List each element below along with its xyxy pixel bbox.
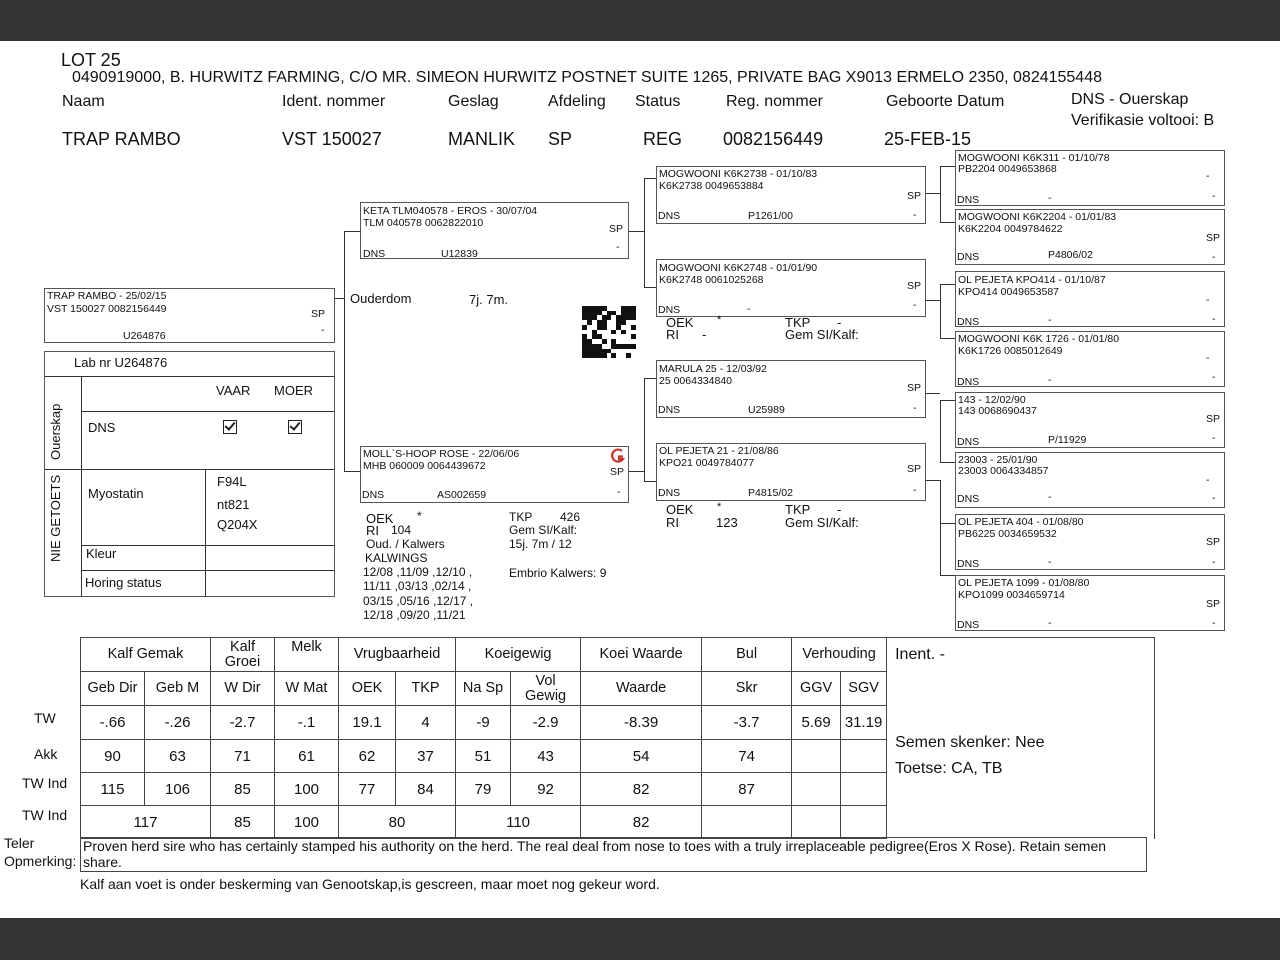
- dam-gem-label: Gem SI/Kalf:: [509, 523, 578, 537]
- tw-cell: -.1: [275, 706, 339, 740]
- gen3-code: -: [1048, 556, 1052, 568]
- gen2-code: -: [747, 303, 751, 315]
- gen2-gem-label: Gem SI/Kalf:: [785, 327, 859, 342]
- pedigree-box-gen2: [656, 259, 926, 317]
- tw-cell: -2.9: [511, 706, 581, 740]
- horing-label: Horing status: [85, 575, 162, 590]
- gen2-tkp-label: TKP: [785, 502, 811, 517]
- teler-label: Teler: [4, 835, 35, 851]
- twind2-cell: 85: [211, 806, 275, 839]
- tw-cell: 31.19: [841, 706, 887, 740]
- ouderdom-label: Ouderdom: [350, 291, 412, 306]
- connector: [926, 300, 940, 301]
- notes-cell: [887, 638, 1155, 839]
- connector: [644, 378, 645, 482]
- gen3-name: OL PEJETA 1099 - 01/08/80: [958, 577, 1090, 589]
- gen3-dns: DNS: [957, 558, 980, 570]
- gen3-dns: DNS: [957, 619, 980, 631]
- akk-cell: 54: [581, 740, 702, 773]
- gen3-code: -: [1048, 491, 1052, 503]
- pedigree-box-gen2: [656, 166, 926, 224]
- pedigree-box-gen3: [955, 514, 1225, 570]
- twind-cell: 77: [339, 773, 396, 806]
- pedigree-box-gen3: [955, 452, 1225, 508]
- header-geslag: Geslag: [448, 93, 499, 110]
- twind-cell: [792, 773, 841, 806]
- subject-code: U264876: [123, 330, 166, 342]
- akk-cell: [792, 740, 841, 773]
- ouderdom-value: 7j. 7m.: [469, 292, 509, 307]
- row-label-tw: TW: [34, 710, 56, 726]
- sub-header: Waarde: [581, 672, 702, 706]
- kalwing-line: 03/15 ,05/16 ,12/17 ,: [363, 594, 474, 608]
- sire-ids: TLM 040578 0062822010: [363, 217, 484, 229]
- subject-name: TRAP RAMBO - 25/02/15: [47, 290, 167, 302]
- gen3-dash: -: [1206, 170, 1210, 182]
- gen3-dash: -: [1206, 294, 1210, 306]
- vaar-label: VAAR: [216, 383, 251, 398]
- connector: [940, 166, 955, 167]
- gen3-name: 23003 - 25/01/90: [958, 454, 1038, 466]
- gen3-dash: -: [1212, 190, 1216, 202]
- qr-module: [631, 353, 636, 358]
- nie-getoets-label: NIE GETOETS: [48, 474, 63, 562]
- connector: [344, 471, 360, 472]
- remarks-box: [80, 837, 1147, 872]
- akk-cell: 90: [81, 740, 145, 773]
- footer-note: Kalf aan voet is onder beskerming van Genootskap,is gescreen, maar moet nog gekeur word.: [80, 876, 660, 892]
- twind2-cell: 80: [339, 806, 456, 839]
- subject-sp: SP: [311, 308, 326, 320]
- sub-header: Vol Gewig: [511, 672, 581, 706]
- gen3-sp: SP: [1206, 598, 1221, 610]
- akk-cell: 37: [396, 740, 456, 773]
- gen2-dash: -: [913, 484, 917, 496]
- gen2-ri-label: RI: [666, 327, 679, 342]
- vaar-checkbox: [223, 420, 237, 434]
- connector: [940, 575, 955, 576]
- dam-oek-label: OEK: [366, 511, 394, 526]
- gen3-dash: -: [1212, 251, 1216, 263]
- dam-dash: -: [617, 486, 621, 498]
- gen3-dash: -: [1212, 371, 1216, 383]
- gen3-ids: 23003 0064334857: [958, 465, 1049, 477]
- kalwing-line: 11/11 ,03/13 ,02/14 ,: [363, 579, 472, 593]
- pedigree-box-gen2: [656, 360, 926, 418]
- gen3-code: -: [1048, 617, 1052, 629]
- gen2-sp: SP: [907, 190, 922, 202]
- gen2-ri-value: 123: [716, 515, 738, 530]
- qr-code: [582, 306, 636, 358]
- tw-cell: -8.39: [581, 706, 702, 740]
- dam-tkp-label: TKP: [509, 510, 533, 524]
- connector: [644, 178, 645, 288]
- header-status: Status: [635, 93, 681, 110]
- animal-ident: VST 150027: [282, 129, 382, 149]
- gen3-code: -: [1048, 314, 1052, 326]
- divider: [81, 570, 334, 571]
- connector: [644, 178, 656, 179]
- divider: [81, 545, 334, 546]
- divider: [45, 376, 334, 377]
- tw-cell: -.66: [81, 706, 145, 740]
- akk-cell: 63: [145, 740, 211, 773]
- myostatin-value: F94L: [217, 474, 247, 489]
- gen3-dash: -: [1212, 492, 1216, 504]
- animal-afdeling: SP: [548, 129, 573, 149]
- twind-cell: [841, 773, 887, 806]
- gen3-dns: DNS: [957, 194, 980, 206]
- dam-code: AS002659: [437, 489, 487, 501]
- connector: [629, 231, 644, 232]
- header-verifikasie: Verifikasie voltooi: B: [1071, 112, 1215, 129]
- gen2-dns: DNS: [658, 404, 681, 416]
- connector: [940, 222, 955, 223]
- sire-box: [360, 202, 629, 259]
- gen2-oek-label: OEK: [666, 502, 694, 517]
- row-label-twind: TW Ind: [22, 807, 68, 823]
- twind2-cell: 82: [581, 806, 702, 839]
- twind-cell: 115: [81, 773, 145, 806]
- pedigree-box-gen3: [955, 150, 1225, 206]
- group-header: Bul: [702, 638, 792, 672]
- gen3-ids: PB6225 0034659532: [958, 528, 1057, 540]
- dns-label: DNS: [88, 420, 116, 435]
- row-label-twind: TW Ind: [22, 775, 68, 791]
- sire-sp: SP: [609, 223, 624, 235]
- gen2-name: OL PEJETA 21 - 21/08/86: [659, 445, 779, 457]
- animal-naam: TRAP RAMBO: [62, 129, 181, 149]
- gen2-ri-label: RI: [666, 515, 679, 530]
- gen3-ids: KPO1099 0034659714: [958, 589, 1065, 601]
- gen3-sp: SP: [1206, 232, 1221, 244]
- tw-cell: -3.7: [702, 706, 792, 740]
- gen2-dns: DNS: [658, 487, 681, 499]
- lot-number: LOT 25: [61, 50, 121, 70]
- dam-tkp-value: 426: [560, 510, 581, 524]
- gen3-ids: 143 0068690437: [958, 405, 1037, 417]
- lab-number: Lab nr U264876: [74, 355, 168, 370]
- dam-oud-label: Oud. / Kalwers: [366, 537, 445, 551]
- gen3-dash: -: [1212, 313, 1216, 325]
- header-geboorte: Geboorte Datum: [886, 93, 1005, 110]
- connector: [940, 523, 955, 524]
- connector: [940, 462, 955, 463]
- dam-name: MOLL`S-HOOP ROSE - 22/06/06: [363, 448, 520, 460]
- gen2-sp: SP: [907, 382, 922, 394]
- tw-cell: -9: [456, 706, 511, 740]
- akk-cell: 71: [211, 740, 275, 773]
- gen3-ids: K6K2204 0049784622: [958, 223, 1063, 235]
- gen3-code: P4806/02: [1048, 249, 1093, 261]
- akk-cell: [841, 740, 887, 773]
- gen2-code: U25989: [748, 404, 785, 416]
- myostatin-value: nt821: [217, 497, 250, 512]
- group-header: Verhouding: [792, 638, 887, 672]
- akk-cell: 61: [275, 740, 339, 773]
- divider: [81, 376, 82, 596]
- gen3-name: OL PEJETA 404 - 01/08/80: [958, 516, 1084, 528]
- breed-logo-icon: [610, 448, 626, 464]
- gen3-ids: K6K1726 0085012649: [958, 345, 1063, 357]
- gen2-ri-value: -: [702, 327, 707, 342]
- connector: [940, 284, 955, 285]
- twind2-cell: 110: [456, 806, 581, 839]
- divider: [45, 469, 334, 470]
- connector: [940, 284, 941, 339]
- gen2-gem-label: Gem SI/Kalf:: [785, 515, 859, 530]
- group-header: Koei Waarde: [581, 638, 702, 672]
- sire-name: KETA TLM040578 - EROS - 30/07/04: [363, 205, 538, 217]
- gen3-dash: -: [1212, 556, 1216, 568]
- gen2-ids: 25 0064334840: [659, 375, 732, 387]
- pedigree-box-gen3: [955, 392, 1225, 448]
- gen3-dns: DNS: [957, 316, 980, 328]
- gen3-dash: -: [1206, 352, 1210, 364]
- twind-cell: 84: [396, 773, 456, 806]
- connector: [644, 481, 656, 482]
- connector: [644, 287, 656, 288]
- connector: [926, 480, 940, 481]
- sire-code: U12839: [441, 248, 478, 260]
- divider: [81, 411, 334, 412]
- connector: [926, 393, 940, 394]
- sub-header: Geb M: [145, 672, 211, 706]
- header-dns: DNS - Ouerskap: [1071, 91, 1189, 108]
- akk-cell: 43: [511, 740, 581, 773]
- gen3-name: MOGWOONI K6K 1726 - 01/01/80: [958, 333, 1120, 345]
- sub-header: TKP: [396, 672, 456, 706]
- gen2-ids: KPO21 0049784077: [659, 457, 755, 469]
- gen3-name: MOGWOONI K6K311 - 01/10/78: [958, 152, 1110, 164]
- subject-box: [44, 288, 335, 343]
- tw-cell: 4: [396, 706, 456, 740]
- dam-oud-value: 15j. 7m / 12: [509, 537, 572, 551]
- connector: [940, 400, 955, 401]
- twind2-cell: 100: [275, 806, 339, 839]
- gen2-dash: -: [913, 402, 917, 414]
- dam-ri-value: 104: [391, 523, 412, 537]
- sub-header: Na Sp: [456, 672, 511, 706]
- tw-cell: -.26: [145, 706, 211, 740]
- sub-header: Skr: [702, 672, 792, 706]
- gen2-tkp-value: -: [837, 502, 842, 517]
- top-bar: [0, 0, 1280, 41]
- header-afdeling: Afdeling: [548, 93, 606, 110]
- inent-text: Inent. -: [895, 646, 945, 663]
- ebv-table: [80, 637, 1155, 839]
- dam-embrio: Embrio Kalwers: 9: [509, 566, 607, 580]
- owner-line: 0490919000, B. HURWITZ FARMING, C/O MR. SIMEON HURWITZ POSTNET SUITE 1265, PRIVATE BAG X9013 ERMELO 2350, 0824155448: [72, 69, 1102, 86]
- kalwing-line: 12/18 ,09/20 ,11/21: [363, 608, 466, 622]
- connector: [335, 298, 344, 299]
- akk-cell: 62: [339, 740, 396, 773]
- connector: [940, 400, 941, 463]
- animal-status: REG: [643, 129, 683, 149]
- gen2-dash: -: [913, 299, 917, 311]
- gen3-ids: PB2204 0049653868: [958, 163, 1057, 175]
- twind-cell: 100: [275, 773, 339, 806]
- myostatin-value: Q204X: [217, 517, 258, 532]
- tw-cell: 19.1: [339, 706, 396, 740]
- pedigree-box-gen3: [955, 575, 1225, 631]
- connector: [940, 166, 941, 223]
- group-header: Kalf Groei: [211, 638, 275, 672]
- sub-header: SGV: [841, 672, 887, 706]
- gen3-ids: KPO414 0049653587: [958, 286, 1060, 298]
- twind-cell: 87: [702, 773, 792, 806]
- animal-geslag: MANLIK: [448, 129, 516, 149]
- gen2-dns: DNS: [658, 210, 681, 222]
- gen2-dns: DNS: [658, 304, 681, 316]
- dam-ids: MHB 060009 0064439672: [363, 460, 486, 472]
- divider: [205, 469, 206, 596]
- gen3-name: MOGWOONI K6K2204 - 01/01/83: [958, 211, 1117, 223]
- gen2-name: MOGWOONI K6K2748 - 01/01/90: [659, 262, 818, 274]
- gen3-dns: DNS: [957, 436, 980, 448]
- dam-box: [360, 446, 629, 503]
- animal-geboorte: 25-FEB-15: [884, 129, 972, 149]
- animal-reg: 0082156449: [723, 129, 824, 149]
- kleur-label: Kleur: [86, 546, 117, 561]
- group-header: Kalf Gemak: [81, 638, 211, 672]
- tw-cell: 5.69: [792, 706, 841, 740]
- gen3-dash: -: [1212, 617, 1216, 629]
- kalwing-line: 12/08 ,11/09 ,12/10 ,: [363, 565, 473, 579]
- akk-cell: 51: [456, 740, 511, 773]
- sub-header: W Dir: [211, 672, 275, 706]
- connector: [940, 338, 955, 339]
- gen3-code: -: [1048, 374, 1052, 386]
- twind-cell: 82: [581, 773, 702, 806]
- dam-ri-label: RI: [366, 523, 379, 538]
- sire-dash: -: [616, 241, 620, 253]
- semen-text: Semen skenker: Nee: [895, 734, 1045, 751]
- connector: [344, 231, 345, 472]
- pedigree-box-gen2: [656, 443, 926, 501]
- sub-header: GGV: [792, 672, 841, 706]
- toetse-text: Toetse: CA, TB: [895, 760, 1003, 777]
- subject-ids: VST 150027 0082156449: [47, 303, 167, 315]
- gen3-sp: SP: [1206, 413, 1221, 425]
- dam-sp: SP: [610, 466, 625, 478]
- header-naam: Naam: [62, 93, 105, 110]
- gen2-oek-value: *: [717, 501, 722, 513]
- bottom-bar: [0, 918, 1280, 960]
- gen2-sp: SP: [907, 280, 922, 292]
- connector: [926, 193, 940, 194]
- sub-header: OEK: [339, 672, 396, 706]
- gen2-tkp-label: TKP: [785, 315, 811, 330]
- connector: [940, 480, 941, 576]
- gen3-dns: DNS: [957, 493, 980, 505]
- gen2-oek-label: OEK: [666, 315, 694, 330]
- group-header: Melk: [275, 638, 339, 672]
- connector: [644, 378, 656, 379]
- tw-cell: -2.7: [211, 706, 275, 740]
- dam-oek-value: *: [417, 509, 422, 523]
- remarks-text: Proven herd sire who has certainly stamped his authority on the herd. The real deal from nose to toes with a truly irreplaceable pedigree(Eros X Rose). Retain semen share.: [83, 838, 1107, 870]
- akk-cell: 74: [702, 740, 792, 773]
- group-header: Koeigewig: [456, 638, 581, 672]
- header-reg: Reg. nommer: [726, 93, 823, 110]
- ouerskap-label: Ouerskap: [48, 403, 63, 460]
- pedigree-box-gen3: [955, 331, 1225, 387]
- gen3-dns: DNS: [957, 251, 980, 263]
- gen2-sp: SP: [907, 463, 922, 475]
- connector: [344, 231, 360, 232]
- gen2-dash: -: [913, 209, 917, 221]
- group-header: Vrugbaarheid: [339, 638, 456, 672]
- sub-header: W Mat: [275, 672, 339, 706]
- gen3-dash: -: [1212, 432, 1216, 444]
- pedigree-box-gen3: [955, 209, 1225, 265]
- gen2-tkp-value: -: [837, 315, 842, 330]
- dam-kalwings-label: KALWINGS: [365, 551, 428, 565]
- dam-dns: DNS: [362, 489, 385, 501]
- gen3-code: -: [1048, 192, 1052, 204]
- gen2-code: P4815/02: [748, 487, 793, 499]
- connector: [629, 471, 644, 472]
- sub-header: Geb Dir: [81, 672, 145, 706]
- twind-cell: 85: [211, 773, 275, 806]
- gen2-name: MARULA 25 - 12/03/92: [659, 363, 767, 375]
- gen3-dash: -: [1206, 474, 1210, 486]
- gen3-name: 143 - 12/02/90: [958, 394, 1026, 406]
- gen2-ids: K6K2748 0061025268: [659, 274, 764, 286]
- row-label-akk: Akk: [34, 746, 58, 762]
- sire-dns: DNS: [363, 248, 386, 260]
- gen3-code: P/11929: [1048, 434, 1087, 446]
- lab-box: [44, 351, 335, 597]
- twind-cell: 92: [511, 773, 581, 806]
- pedigree-box-gen3: [955, 271, 1225, 327]
- twind-cell: 106: [145, 773, 211, 806]
- gen3-dns: DNS: [957, 376, 980, 388]
- opmerking-label: Opmerking:: [4, 853, 77, 869]
- twind-cell: 79: [456, 773, 511, 806]
- subject-dash: -: [321, 324, 325, 336]
- gen3-name: OL PEJETA KPO414 - 01/10/87: [958, 274, 1106, 286]
- gen2-ids: K6K2738 0049653884: [659, 180, 764, 192]
- moer-label: MOER: [274, 383, 313, 398]
- moer-checkbox: [288, 420, 302, 434]
- gen2-name: MOGWOONI K6K2738 - 01/10/83: [659, 168, 818, 180]
- header-ident: Ident. nommer: [282, 93, 386, 110]
- gen2-code: P1261/00: [748, 210, 793, 222]
- gen2-oek-value: *: [717, 314, 722, 326]
- twind2-cell: 117: [81, 806, 211, 839]
- myostatin-label: Myostatin: [88, 486, 144, 501]
- gen3-sp: SP: [1206, 536, 1221, 548]
